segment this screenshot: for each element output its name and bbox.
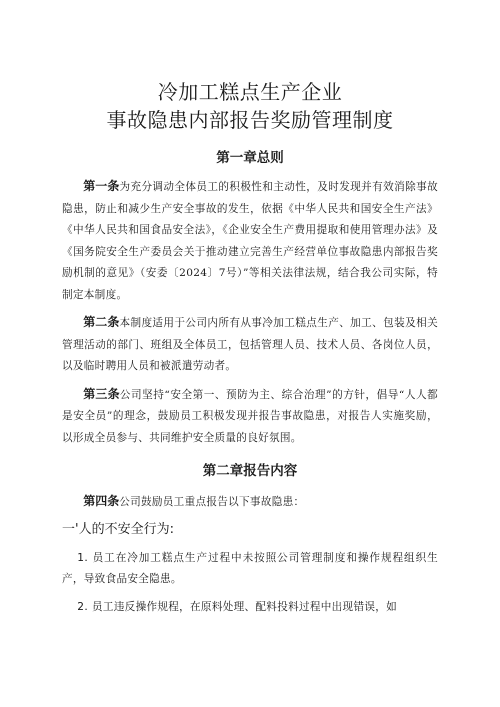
section-heading: 一'人的不安全行为:: [62, 521, 174, 537]
article-number: 第三条: [83, 386, 120, 401]
article-text: 为充分调动全体员工的积极性和主动性，及时发现并有效消除事故隐患，防止和减少生产安全事故的发生，依据《中华人民共和国安全生产法》《中华人民共和国食品安全法》，《企业安全生产费用提取和使用管理办法》及《国务院安全生产委员会关于推动建立完善生产经营单位事故隐患内部报告奖励机制的意见》（安委〔2024〕7号）”等相关法律法规，结合我公司实际，特制定本制度。: [62, 181, 438, 301]
article-1: [62, 176, 438, 306]
item-text: 员工在冷加工糕点生产过程中未按照公司管理制度和操作规程组织生产，导致食品安全隐患。: [62, 551, 438, 585]
item-text: 员工违反操作规程，在原料处理、配料投料过程中出现错误，如: [92, 600, 398, 613]
item-number: 2.: [77, 600, 88, 613]
title-line-1: 冷加工糕点生产企业: [157, 80, 343, 104]
document-title: [62, 78, 438, 134]
article-4: [62, 491, 438, 514]
article-text: 公司鼓励员工重点报告以下事故隐患：: [119, 496, 305, 508]
article-number: 第一条: [83, 179, 120, 193]
list-item-1: [62, 548, 438, 591]
article-text: 公司坚持“安全第一、预防为主、综合治理”的方针，倡导“人人都是安全员”的理念，鼓励员工积极发现并报告事故隐患，对报告人实施奖励，以形成全员参与、共同维护安全质量的良好氛围。: [62, 388, 438, 444]
list-item-2: [62, 597, 438, 619]
chapter-1-heading: 第一章总则: [216, 150, 284, 166]
chapter-2-heading: 第二章报告内容: [202, 463, 298, 479]
article-3: [62, 384, 438, 450]
article-number: 第四条: [83, 494, 120, 508]
article-text: 本制度适用于公司内所有从事冷加工糕点生产、加工、包装及相关管理活动的部门、班组及全体员工，包括管理人员、技术人员、各岗位人员，以及临时聘用人员和被派遣劳动者。: [62, 317, 438, 372]
title-line-2: 事故隐患内部报告奖励管理制度: [106, 108, 394, 132]
article-number: 第二条: [83, 315, 120, 329]
article-2: [62, 312, 438, 378]
item-number: 1.: [77, 551, 88, 564]
